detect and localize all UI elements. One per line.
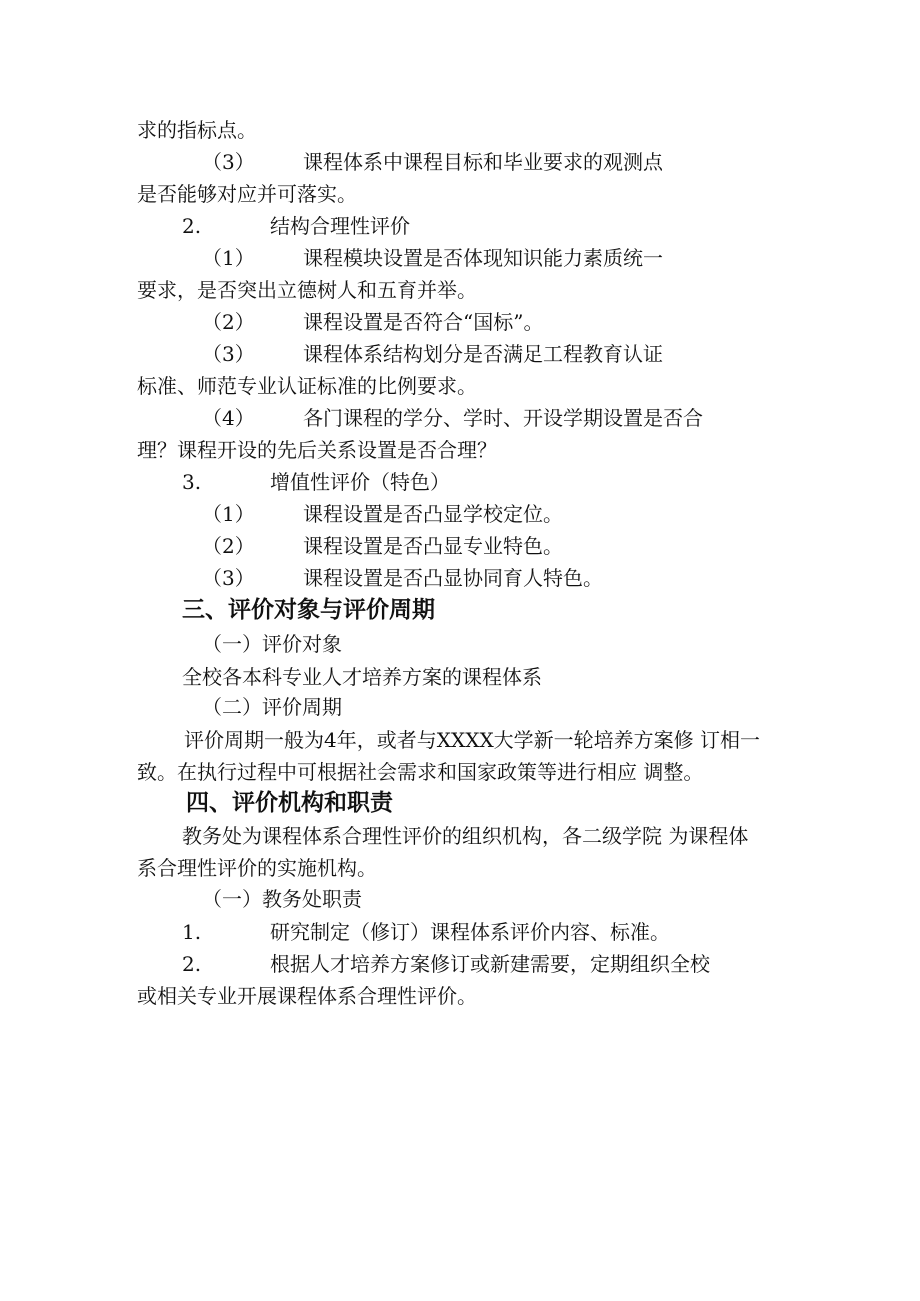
section-heading: 三、评价对象与评价周期 bbox=[182, 597, 435, 623]
list-item: 3. 增值性评价（特色） bbox=[182, 470, 450, 494]
list-item: 2. 根据人才培养方案修订或新建需要，定期组织全校 bbox=[182, 952, 710, 976]
list-item: （3） 课程设置是否凸显协同育人特色。 bbox=[202, 566, 603, 590]
list-item: （2） 课程设置是否凸显专业特色。 bbox=[202, 534, 563, 558]
item-number: 3. bbox=[182, 470, 202, 494]
item-number: 2. bbox=[182, 952, 202, 976]
text-line: 教务处为课程体系合理性评价的组织机构，各二级学院 为课程体 bbox=[182, 824, 749, 848]
item-number: （3） bbox=[202, 566, 255, 590]
subsection-heading: （二）评价周期 bbox=[202, 695, 342, 719]
item-number: （1） bbox=[202, 246, 255, 270]
text-line: 全校各本科专业人才培养方案的课程体系 bbox=[182, 665, 542, 689]
item-number: （3） bbox=[202, 342, 255, 366]
list-item: （4） 各门课程的学分、学时、开设学期设置是否合 bbox=[202, 406, 703, 430]
list-item: 1. 研究制定（修订）课程体系评价内容、标准。 bbox=[182, 920, 670, 944]
item-number: 1. bbox=[182, 920, 202, 944]
item-number: 2. bbox=[182, 214, 202, 238]
list-item: （2） 课程设置是否符合“国标”。 bbox=[202, 310, 544, 334]
list-item: （1） 课程设置是否凸显学校定位。 bbox=[202, 502, 563, 526]
item-number: （1） bbox=[202, 502, 255, 526]
item-number: （2） bbox=[202, 310, 255, 334]
text-line: 系合理性评价的实施机构。 bbox=[137, 856, 377, 880]
text-line: 求的指标点。 bbox=[137, 118, 257, 142]
text-line: 或相关专业开展课程体系合理性评价。 bbox=[137, 984, 477, 1008]
text-line: 标准、师范专业认证标准的比例要求。 bbox=[137, 374, 477, 398]
item-number: （3） bbox=[202, 150, 255, 174]
list-item: （3） 课程体系中课程目标和毕业要求的观测点 bbox=[202, 150, 663, 174]
list-item: （3） 课程体系结构划分是否满足工程教育认证 bbox=[202, 342, 663, 366]
subsection-heading: （一）教务处职责 bbox=[202, 887, 362, 911]
text-line: 是否能够对应并可落实。 bbox=[137, 182, 357, 206]
text-line: 评价周期一般为4年，或者与XXXX大学新一轮培养方案修 订相一 bbox=[184, 728, 761, 752]
list-item: 2. 结构合理性评价 bbox=[182, 214, 410, 238]
subsection-heading: （一）评价对象 bbox=[202, 632, 342, 656]
list-item: （1） 课程模块设置是否体现知识能力素质统一 bbox=[202, 246, 663, 270]
item-number: （2） bbox=[202, 534, 255, 558]
section-heading: 四、评价机构和职责 bbox=[186, 790, 393, 816]
text-line: 致。在执行过程中可根据社会需求和国家政策等进行相应 调整。 bbox=[137, 760, 704, 784]
item-number: （4） bbox=[202, 406, 255, 430]
text-line: 要求，是否突出立德树人和五育并举。 bbox=[137, 278, 477, 302]
text-line: 理？课程开设的先后关系设置是否合理？ bbox=[137, 438, 497, 462]
